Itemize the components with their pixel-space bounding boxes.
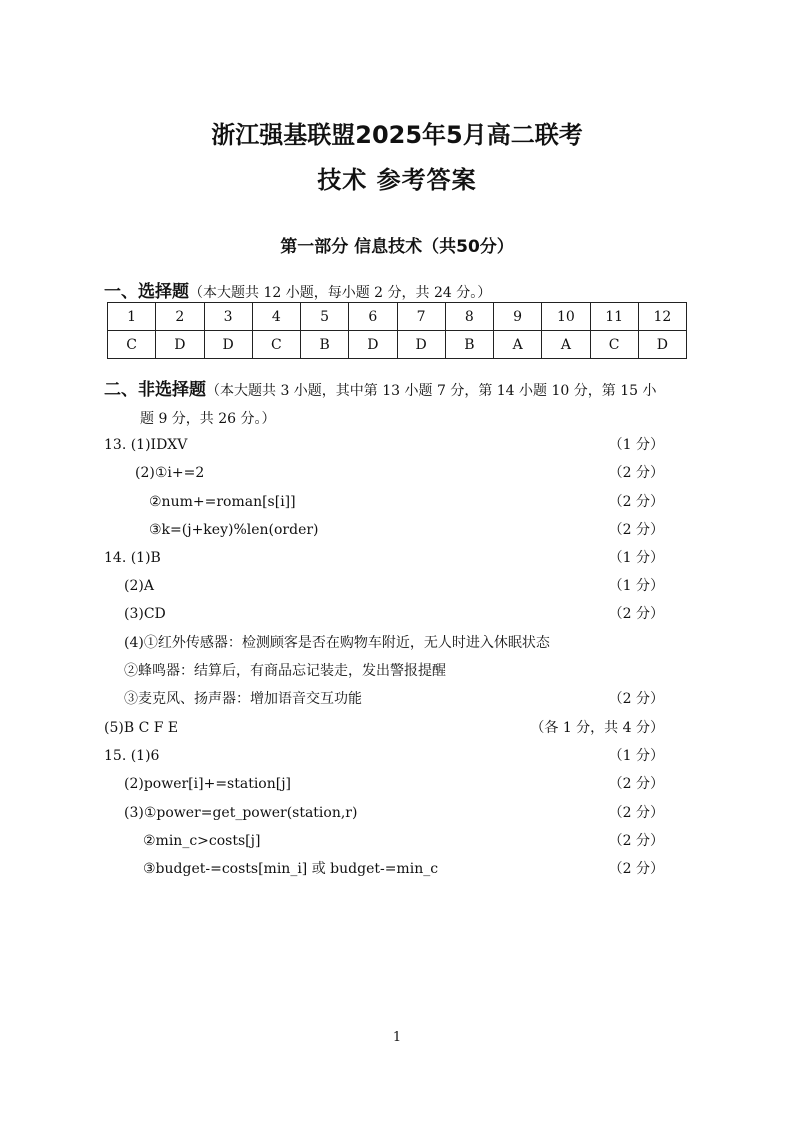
table-cell: C <box>252 331 300 359</box>
answer-table <box>107 302 687 359</box>
table-cell: 10 <box>542 303 590 331</box>
table-cell: D <box>638 331 686 359</box>
section2-note-line2: 题 9 分，共 26 分。） <box>140 411 276 427</box>
table-cell: D <box>349 331 397 359</box>
table-cell: 1 <box>108 303 156 331</box>
table-cell: D <box>204 331 252 359</box>
section2-title: 二、非选择题 <box>104 380 206 400</box>
answer-line: 14. (1)B <box>104 550 161 566</box>
table-cell: A <box>542 331 590 359</box>
score-label: （2 分） <box>608 606 664 622</box>
table-cell: 12 <box>638 303 686 331</box>
page-subtitle: 技术 参考答案 <box>317 166 477 194</box>
answer-line: (5)B C F E <box>104 720 179 736</box>
score-label: （各 1 分，共 4 分） <box>530 720 664 736</box>
table-cell: D <box>156 331 204 359</box>
answer-line: (3)CD <box>124 606 166 622</box>
table-cell: 6 <box>349 303 397 331</box>
answer-line: ③k=(j+key)%len(order) <box>149 522 319 538</box>
table-cell: B <box>445 331 493 359</box>
section1-title: 一、选择题 <box>104 282 189 302</box>
score-label: （2 分） <box>608 833 664 849</box>
score-label: （2 分） <box>608 494 664 510</box>
score-label: （1 分） <box>608 550 664 566</box>
answer-line: 15. (1)6 <box>104 748 160 764</box>
table-cell: 2 <box>156 303 204 331</box>
score-label: （1 分） <box>608 748 664 764</box>
score-label: （2 分） <box>608 776 664 792</box>
part-heading: 第一部分 信息技术（共50分） <box>280 237 514 257</box>
answer-line: (4)①红外传感器：检测顾客是否在购物车附近，无人时进入休眠状态 <box>124 635 550 651</box>
table-cell: 8 <box>445 303 493 331</box>
page-number: 1 <box>392 1030 402 1045</box>
table-cell: D <box>397 331 445 359</box>
table-cell: 11 <box>590 303 638 331</box>
score-label: （2 分） <box>608 522 664 538</box>
answer-line: ②num+=roman[s[i]] <box>149 494 296 510</box>
answer-table-answer-row <box>108 331 687 359</box>
table-cell: C <box>590 331 638 359</box>
answer-line: (2)①i+=2 <box>135 465 205 481</box>
table-cell: B <box>301 331 349 359</box>
score-label: （2 分） <box>608 805 664 821</box>
answer-table-number-row <box>108 303 687 331</box>
table-cell: C <box>108 331 156 359</box>
answer-line: ②min_c>costs[j] <box>143 833 261 849</box>
section2-note-line1: （本大题共 3 小题，其中第 13 小题 7 分，第 14 小题 10 分，第 15 小 <box>206 383 657 399</box>
answer-line: 13. (1)IDXV <box>104 437 188 453</box>
section1-note: （本大题共 12 小题，每小题 2 分，共 24 分。） <box>189 285 492 301</box>
score-label: （2 分） <box>608 861 664 877</box>
answer-line: (3)①power=get_power(station,r) <box>124 805 358 821</box>
answer-line: ③麦克风、扬声器：增加语音交互功能 <box>124 691 362 707</box>
section2-heading <box>104 376 704 433</box>
table-cell: 9 <box>494 303 542 331</box>
answer-line: ②蜂鸣器：结算后，有商品忘记装走，发出警报提醒 <box>124 663 446 679</box>
table-cell: A <box>494 331 542 359</box>
score-label: （2 分） <box>608 691 664 707</box>
score-label: （1 分） <box>608 437 664 453</box>
answer-line: ③budget-=costs[min_i] 或 budget-=min_c <box>143 861 439 877</box>
answer-line: (2)power[i]+=station[j] <box>124 776 292 792</box>
answer-line: (2)A <box>124 578 154 594</box>
page-title: 浙江强基联盟2025年5月高二联考 <box>211 121 583 149</box>
table-cell: 3 <box>204 303 252 331</box>
table-cell: 7 <box>397 303 445 331</box>
score-label: （2 分） <box>608 465 664 481</box>
table-cell: 4 <box>252 303 300 331</box>
table-cell: 5 <box>301 303 349 331</box>
score-label: （1 分） <box>608 578 664 594</box>
